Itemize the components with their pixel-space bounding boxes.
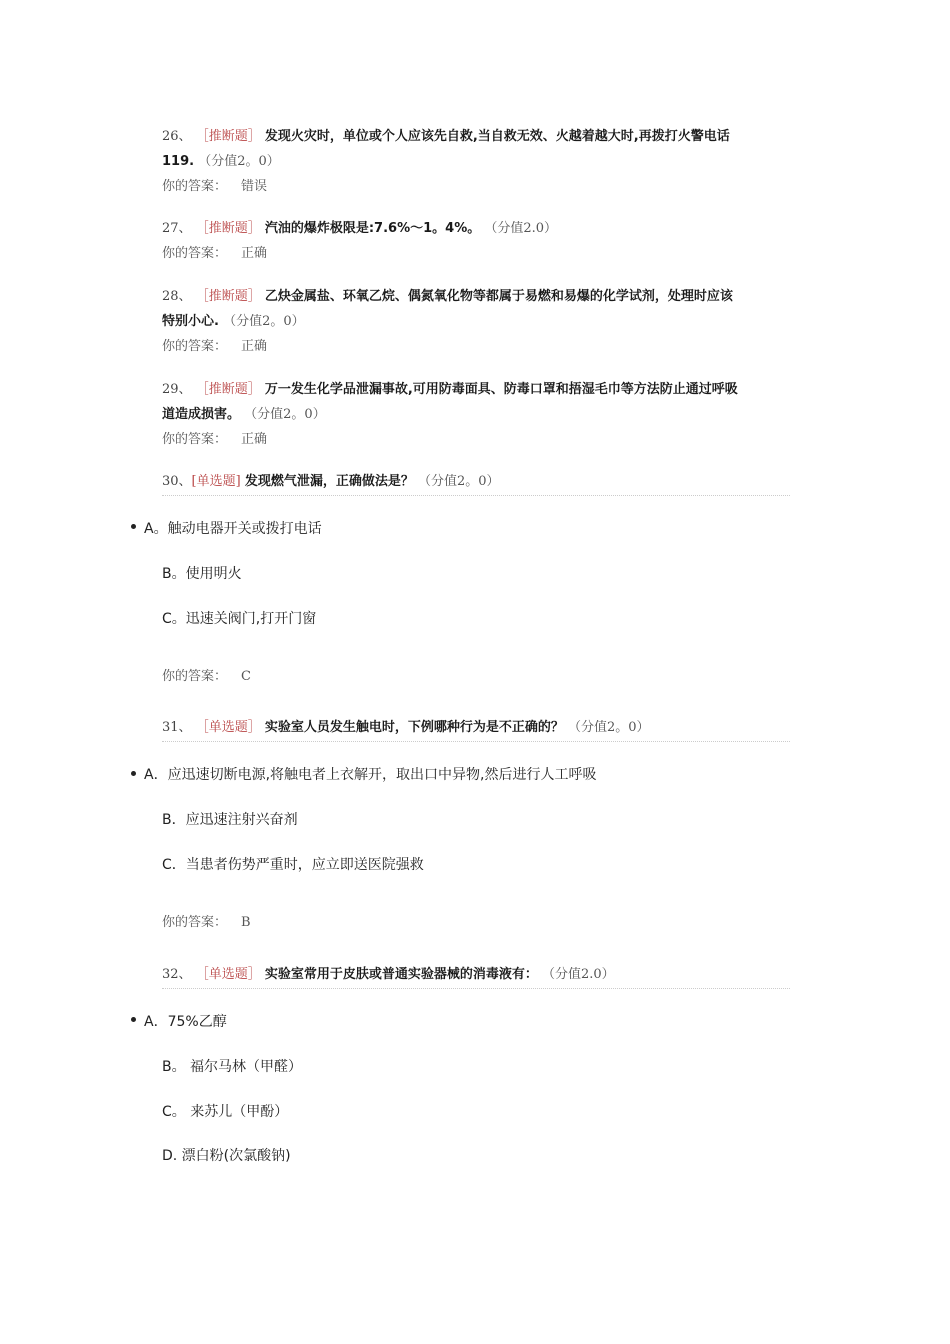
answer-value: 正确 bbox=[241, 246, 268, 261]
question-type: ［单选题］ bbox=[195, 967, 261, 982]
question-score: （分值2.0） bbox=[484, 221, 558, 236]
answer-label: 你的答案： bbox=[162, 432, 228, 447]
question-number: 30、 bbox=[162, 474, 192, 489]
selected-bullet-icon bbox=[131, 771, 136, 776]
question-28 bbox=[162, 284, 790, 359]
answer-value: B bbox=[241, 915, 251, 930]
question-type: ［单选题］ bbox=[195, 720, 261, 735]
answer-label: 你的答案： bbox=[162, 179, 228, 194]
answer-label: 你的答案： bbox=[162, 669, 228, 684]
question-text: 乙炔金属盐、环氧乙烷、偶氮氧化物等都属于易燃和易爆的化学试剂，处理时应该 bbox=[264, 289, 733, 304]
question-number: 29、 bbox=[162, 382, 192, 397]
answer-value: C bbox=[241, 669, 251, 684]
question-type: ［推断题］ bbox=[195, 221, 261, 236]
question-text: 发现燃气泄漏，正确做法是？ bbox=[244, 474, 414, 489]
answer-label: 你的答案： bbox=[162, 339, 228, 354]
question-score: （分值2.0） bbox=[542, 967, 615, 982]
answer-row-31 bbox=[162, 911, 251, 930]
option-a[interactable]: A。触动电器开关或拨打电话 bbox=[144, 521, 322, 537]
question-number: 26、 bbox=[162, 129, 192, 144]
question-type: ［推断题］ bbox=[195, 382, 261, 397]
question-text: 万一发生化学品泄漏事故,可用防毒面具、防毒口罩和捂湿毛巾等方法防止通过呼吸 bbox=[264, 382, 738, 397]
question-text: 实验室人员发生触电时，下例哪种行为是不正确的？ bbox=[264, 720, 564, 735]
answer-value: 正确 bbox=[241, 432, 268, 447]
answer-value: 错误 bbox=[241, 179, 268, 194]
question-type: ［推断题］ bbox=[195, 129, 261, 144]
answer-value: 正确 bbox=[241, 339, 268, 354]
question-score: （分值2。0） bbox=[418, 474, 500, 489]
question-27 bbox=[162, 216, 790, 266]
question-30 bbox=[162, 471, 790, 496]
question-text: 实验室常用于皮肤或普通实验器械的消毒液有： bbox=[264, 967, 538, 982]
question-32 bbox=[162, 964, 790, 989]
answer-row-30 bbox=[162, 665, 251, 684]
selected-bullet-icon bbox=[131, 524, 136, 529]
question-number: 27、 bbox=[162, 221, 192, 236]
question-text-cont: 特别小心. bbox=[162, 314, 219, 329]
question-score: （分值2。0） bbox=[198, 154, 280, 169]
question-text-cont: 道造成损害。 bbox=[162, 407, 241, 422]
option-a[interactable]: A．75%乙醇 bbox=[144, 1014, 227, 1030]
question-text: 发现火灾时，单位或个人应该先自救,当自救无效、火越着越大时,再拨打火警电话 bbox=[264, 129, 730, 144]
question-text: 汽油的爆炸极限是:7.6%～1。4%。 bbox=[264, 221, 481, 236]
option-b[interactable]: B。 福尔马林（甲醛） bbox=[162, 1059, 303, 1075]
question-score: （分值2。0） bbox=[244, 407, 326, 422]
option-c[interactable]: C。迅速关阀门,打开门窗 bbox=[162, 611, 317, 627]
question-number: 31、 bbox=[162, 720, 192, 735]
option-c[interactable]: C。 来苏儿（甲酚） bbox=[162, 1104, 289, 1120]
question-number: 28、 bbox=[162, 289, 192, 304]
question-26 bbox=[162, 124, 790, 199]
question-29 bbox=[162, 377, 790, 452]
question-type: [单选题] bbox=[191, 474, 241, 489]
question-number: 32、 bbox=[162, 967, 192, 982]
option-b[interactable]: B。使用明火 bbox=[162, 566, 242, 582]
option-b[interactable]: B．应迅速注射兴奋剂 bbox=[162, 812, 298, 828]
answer-label: 你的答案： bbox=[162, 915, 228, 930]
question-score: （分值2。0） bbox=[223, 314, 305, 329]
option-d[interactable]: D. 漂白粉(次氯酸钠) bbox=[162, 1148, 291, 1164]
option-c[interactable]: C．当患者伤势严重时，应立即送医院强救 bbox=[162, 857, 424, 873]
selected-bullet-icon bbox=[131, 1017, 136, 1022]
question-text-cont: 119. bbox=[162, 154, 195, 169]
answer-label: 你的答案： bbox=[162, 246, 228, 261]
question-type: ［推断题］ bbox=[195, 289, 261, 304]
question-score: （分值2。0） bbox=[568, 720, 650, 735]
option-a[interactable]: A．应迅速切断电源,将触电者上衣解开，取出口中异物,然后进行人工呼吸 bbox=[144, 767, 597, 783]
question-31 bbox=[162, 717, 790, 742]
